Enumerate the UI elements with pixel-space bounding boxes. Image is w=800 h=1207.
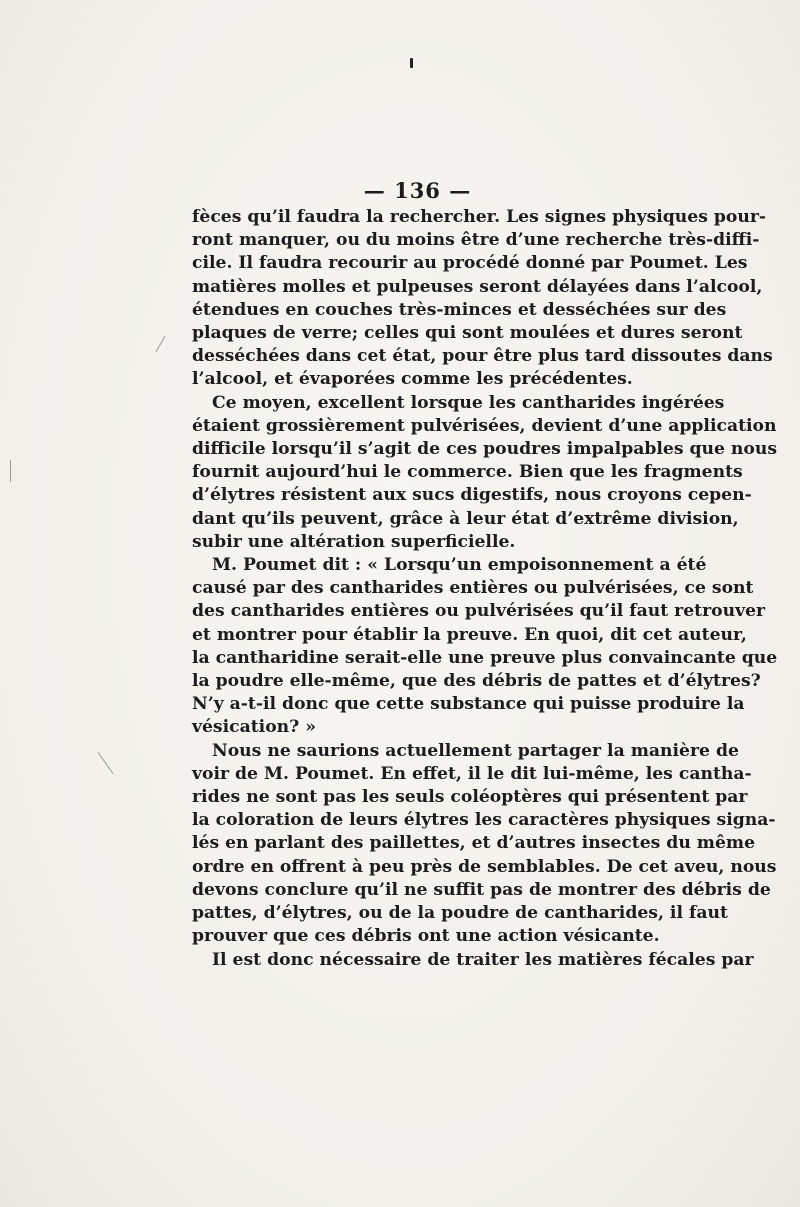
text-line: des cantharides entières ou pulvérisées qu’il faut retrouver bbox=[192, 601, 766, 622]
text-line: fournit aujourd’hui le commerce. Bien que les fragments bbox=[192, 462, 743, 483]
text-line: devons conclure qu’il ne suffit pas de montrer des débris de bbox=[192, 879, 771, 900]
text-line: N’y a-t-il donc que cette substance qui puisse produire la bbox=[192, 694, 745, 715]
text-line: la cantharidine serait-elle une preuve plus convaincante que bbox=[192, 647, 778, 668]
text-line: desséchées dans cet état, pour être plus tard dissoutes dans bbox=[192, 346, 773, 367]
text-line: difficile lorsqu’il s’agit de ces poudres impalpables que nous bbox=[192, 439, 778, 460]
text-line: étendues en couches très-minces et desséchées sur des bbox=[192, 299, 727, 320]
text-line: rides ne sont pas les seuls coléoptères qui présentent par bbox=[192, 787, 748, 808]
body-text bbox=[192, 206, 778, 972]
text-line: plaques de verre; celles qui sont moulées et dures seront bbox=[192, 323, 743, 344]
text-line: voir de M. Poumet. En effet, il le dit lui-même, les cantha- bbox=[192, 763, 752, 784]
text-line: Il est donc nécessaire de traiter les matières fécales par bbox=[212, 949, 754, 970]
text-line: prouver que ces débris ont une action vésicante. bbox=[192, 926, 660, 947]
text-line: vésication? » bbox=[192, 717, 316, 738]
text-line: ront manquer, ou du moins être d’une recherche très-diffi- bbox=[192, 230, 760, 251]
text-line: fèces qu’il faudra la rechercher. Les signes physiques pour- bbox=[192, 207, 767, 227]
text-line: causé par des cantharides entières ou pulvérisées, ce sont bbox=[192, 578, 754, 599]
text-line: étaient grossièrement pulvérisées, devient d’une application bbox=[192, 415, 777, 436]
text-line: subir une altération superficielle. bbox=[192, 531, 516, 552]
text-line: la poudre elle-même, que des débris de pattes et d’élytres? bbox=[192, 671, 761, 692]
text-line: dant qu’ils peuvent, grâce à leur état d’extrême division, bbox=[192, 508, 739, 529]
text-line: pattes, d’élytres, ou de la poudre de cantharides, il faut bbox=[192, 903, 728, 924]
margin-mark bbox=[98, 752, 114, 774]
text-line: lés en parlant des paillettes, et d’autres insectes du même bbox=[192, 833, 756, 854]
text-line: Ce moyen, excellent lorsque les cantharides ingérées bbox=[212, 392, 725, 413]
text-line: Nous ne saurions actuellement partager la manière de bbox=[212, 740, 739, 761]
text-line: la coloration de leurs élytres les caractères physiques signa- bbox=[192, 810, 776, 831]
margin-mark bbox=[10, 460, 11, 482]
margin-mark bbox=[156, 336, 166, 352]
text-line: ordre en offrent à peu près de semblables. De cet aveu, nous bbox=[192, 856, 777, 877]
text-line: cile. Il faudra recourir au procédé donné par Poumet. Les bbox=[192, 253, 748, 274]
text-line: matières molles et pulpeuses seront délayées dans l’alcool, bbox=[192, 276, 763, 297]
text-line: M. Poumet dit : « Lorsqu’un empoisonnement a été bbox=[212, 555, 707, 576]
page-number: — 136 — bbox=[363, 178, 472, 203]
text-line: d’élytres résistent aux sucs digestifs, nous croyons cepen- bbox=[192, 485, 752, 506]
ink-speck bbox=[410, 58, 413, 68]
text-line: et montrer pour établir la preuve. En quoi, dit cet auteur, bbox=[192, 624, 747, 645]
text-line: l’alcool, et évaporées comme les précédentes. bbox=[192, 369, 633, 390]
